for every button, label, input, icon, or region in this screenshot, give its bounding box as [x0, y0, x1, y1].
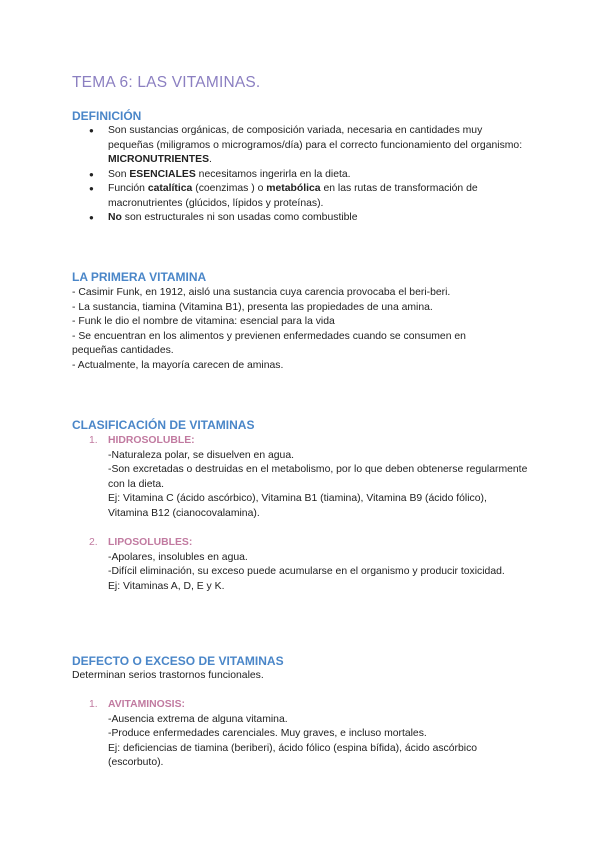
- section-heading-defecto: DEFECTO O EXCESO DE VITAMINAS: [72, 654, 284, 668]
- text-line: - Se encuentran en los alimentos y previenen enfermedades cuando se consumen en pequeñas cantidades.: [72, 330, 466, 356]
- item-number: 1.: [89, 699, 98, 710]
- text-line: -Son excretadas o destruidas en el metabolismo, por lo que deben obtenerse regularmente con la dieta.: [108, 464, 528, 490]
- section-heading-clasificacion: CLASIFICACIÓN DE VITAMINAS: [72, 418, 255, 432]
- text-line: Ej: Vitamina C (ácido ascórbico), Vitamina B1 (tiamina), Vitamina B9 (ácido fólico), Vitamina B12 (cianocovalamina).: [108, 493, 487, 519]
- text-line: -Apolares, insolubles en agua.: [108, 551, 248, 563]
- item-number: 2.: [89, 537, 98, 548]
- section-heading-definicion: DEFINICIÓN: [72, 109, 142, 123]
- text-line: -Ausencia extrema de alguna vitamina.: [108, 713, 288, 725]
- item-label: HIDROSOLUBLE:: [108, 435, 195, 446]
- text-line: - Actualmente, la mayoría carecen de aminas.: [72, 359, 284, 371]
- text-line: -Produce enfermedades carenciales. Muy graves, e incluso mortales.: [108, 728, 427, 739]
- item-number: 1.: [89, 435, 98, 446]
- text-line: -Difícil eliminación, su exceso puede acumularse en el organismo y producir toxicidad.: [108, 566, 505, 577]
- page-title: TEMA 6: LAS VITAMINAS.: [72, 74, 261, 91]
- item-label: AVITAMINOSIS:: [108, 699, 185, 710]
- list-item: ● Son ESENCIALES necesitamos ingerirla en la dieta.: [89, 168, 529, 183]
- definicion-list: [89, 124, 529, 226]
- section-heading-primera: LA PRIMERA VITAMINA: [72, 270, 207, 284]
- item-body: [108, 713, 528, 771]
- text-line: Ej: deficiencias de tiamina (beriberi), ácido fólico (espina bífida), ácido ascórbico (escorbuto).: [108, 742, 478, 768]
- list-item: ● No son estructurales ni son usadas como combustible: [89, 211, 529, 226]
- list-item: ● Son sustancias orgánicas, de composición variada, necesaria en cantidades muy pequeñas (miligramos o microgramos/día) para el correcto funcionamiento del organismo: MICRONUTRIENTES.: [89, 124, 529, 168]
- item-body: [108, 449, 528, 522]
- list-item: ● Función catalítica (coenzimas ) o metabólica en las rutas de transformación de macronutrientes (glúcidos, lípidos y proteínas).: [89, 182, 529, 211]
- item-body: [108, 551, 528, 595]
- item-label: LIPOSOLUBLES:: [108, 537, 193, 548]
- text-line: Ej: Vitaminas A, D, E y K.: [108, 580, 225, 592]
- text-line: - Funk le dio el nombre de vitamina: esencial para la vida: [72, 316, 335, 327]
- primera-text: [72, 286, 512, 373]
- text-line: - Casimir Funk, en 1912, aisló una sustancia cuya carencia provocaba el beri-beri.: [72, 287, 451, 298]
- text-line: -Naturaleza polar, se disuelven en agua.: [108, 449, 294, 461]
- text-line: - La sustancia, tiamina (Vitamina B1), presenta las propiedades de una amina.: [72, 301, 433, 313]
- defecto-intro: Determinan serios trastornos funcionales.: [72, 670, 264, 681]
